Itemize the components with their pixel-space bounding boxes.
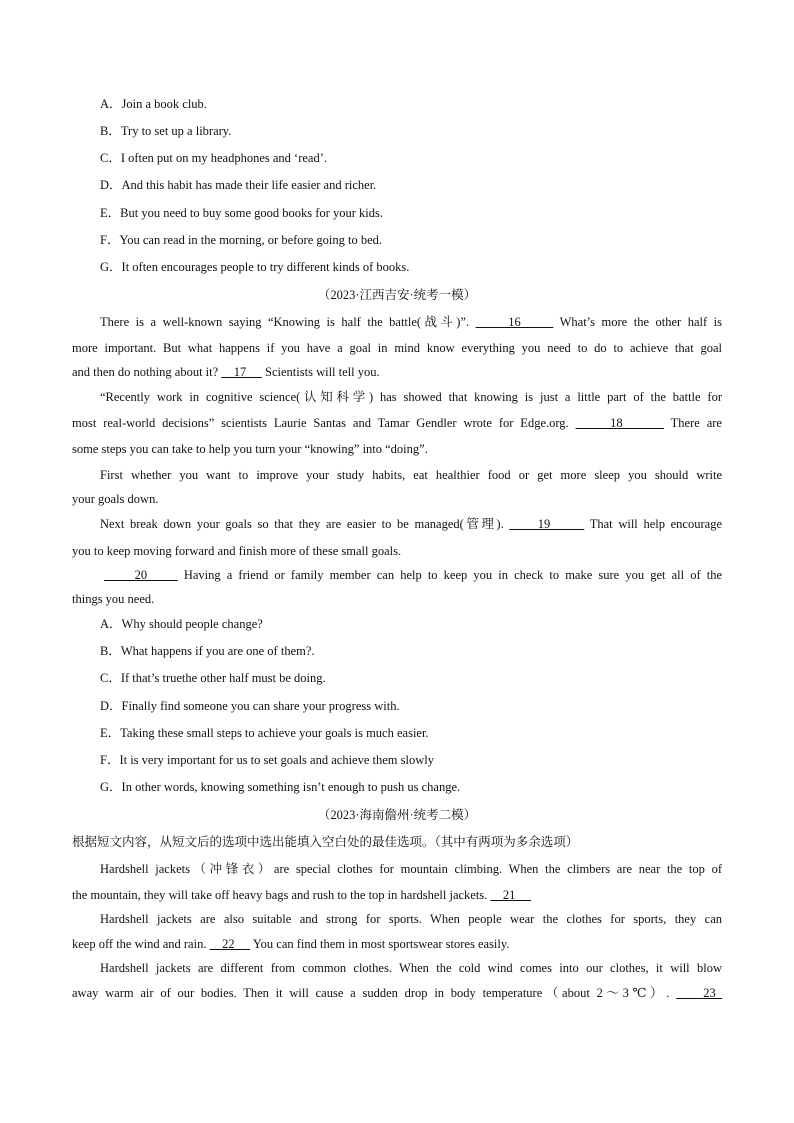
section3-p3-line1: Hardshell jackets are different from common clothes. When the cold wind comes into our clothes, it will blow	[100, 961, 722, 975]
blank-22: 22	[209, 937, 251, 951]
section2-option-d: D．Finally find someone you can share your progress with.	[100, 699, 400, 713]
section2-option-f: F．It is very important for us to set goals and achieve them slowly	[100, 753, 434, 767]
text-span: There are	[664, 416, 722, 430]
section2-option-c: C．If that’s truethe other half must be doing.	[100, 671, 326, 685]
blank-23: 23	[676, 986, 723, 1000]
section1-option-d: D．And this habit has made their life easier and richer.	[100, 178, 377, 192]
section2-p3-line2: your goals down.	[72, 492, 159, 506]
section2-option-b: B．What happens if you are one of them?.	[100, 644, 315, 658]
section3-p1-line2	[72, 887, 531, 903]
text-span: There is a well-known saying “Knowing is half the battle(战斗)”.	[100, 315, 476, 329]
text-span: You can find them in most sportswear stores easily.	[250, 937, 510, 951]
section1-option-e: E．But you need to buy some good books for your kids.	[100, 206, 383, 220]
blank-20: 20	[104, 568, 178, 582]
blank-17: 17	[221, 365, 262, 379]
section1-option-a: A．Join a book club.	[100, 97, 207, 111]
section1-option-f: F．You can read in the morning, or before going to bed.	[100, 233, 383, 247]
blank-21: 21	[490, 888, 532, 902]
section3-p1-line1: Hardshell jackets（冲锋衣）are special clothes for mountain climbing. When the climbers are near the top of	[100, 862, 722, 876]
blank-16: 16	[475, 315, 554, 329]
text-span: keep off the wind and rain.	[72, 937, 210, 951]
blank-19: 19	[509, 517, 585, 531]
section3-p3-line2	[72, 985, 722, 1001]
section2-p4-line2: you to keep moving forward and finish more of these small goals.	[72, 544, 402, 558]
section2-p1-line1	[100, 314, 722, 330]
section2-p3-line1: First whether you want to improve your study habits, eat healthier food or get more sleep you should write	[100, 468, 722, 482]
section2-source: （2023·江西吉安·统考一模）	[317, 288, 477, 302]
text-span: What’s more the other half is	[553, 315, 723, 329]
section1-option-g: G．It often encourages people to try different kinds of books.	[100, 260, 410, 274]
section2-option-e: E．Taking these small steps to achieve your goals is much easier.	[100, 726, 429, 740]
section3-p2-line2	[72, 936, 509, 952]
section3-source: （2023·海南儋州·统考二模）	[317, 808, 477, 822]
section1-option-c: C．I often put on my headphones and ‘read’.	[100, 151, 328, 165]
section2-p2-line2	[72, 415, 722, 431]
section1-option-b: B．Try to set up a library.	[100, 124, 232, 138]
section2-option-g: G．In other words, knowing something isn’t enough to push us change.	[100, 780, 461, 794]
section2-p5-line1	[104, 567, 722, 583]
text-span: Next break down your goals so that they are easier to be managed(管理).	[100, 517, 510, 531]
text-span: and then do nothing about it?	[72, 365, 222, 379]
text-span: Having a friend or family member can help to keep you in check to make sure you get all of the	[177, 568, 723, 582]
section2-option-a: A．Why should people change?	[100, 617, 263, 631]
section2-p2-line1: “Recently work in cognitive science(认知科学) has showed that knowing is just a little part of the battle for	[100, 390, 722, 404]
text-span: away warm air of our bodies. Then it will cause a sudden drop in body temperature（about 2～3℃）.	[72, 986, 677, 1000]
section2-p4-line1	[100, 516, 722, 532]
section2-p5-line2: things you need.	[72, 592, 155, 606]
section3-instruction: 根据短文内容，从短文后的选项中选出能填入空白处的最佳选项。（其中有两项为多余选项）	[72, 835, 579, 849]
section2-p1-line3	[72, 364, 380, 380]
blank-18: 18	[575, 416, 664, 430]
text-span: most real-world decisions” scientists Laurie Santas and Tamar Gendler wrote for Edge.org.	[72, 416, 576, 430]
text-span: the mountain, they will take off heavy bags and rush to the top in hardshell jackets.	[72, 888, 491, 902]
text-span: Scientists will tell you.	[261, 365, 380, 379]
section2-p2-line3: some steps you can take to help you turn your “knowing” into “doing”.	[72, 442, 428, 456]
text-span: That will help encourage	[584, 517, 722, 531]
section3-p2-line1: Hardshell jackets are also suitable and strong for sports. When people wear the clothes for sports, they can	[100, 912, 722, 926]
section2-p1-line2: more important. But what happens if you have a goal in mind know everything you need to do to achieve that goal	[72, 341, 722, 355]
